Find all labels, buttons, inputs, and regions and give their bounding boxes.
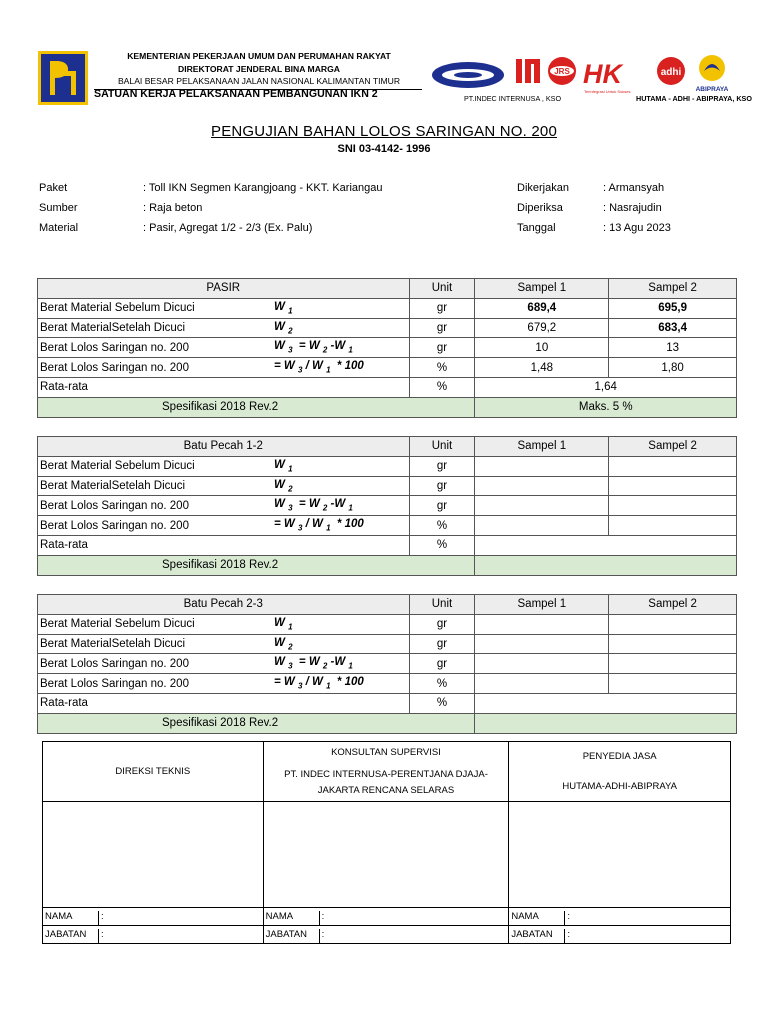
formula-w3: W $_3$ = W $_2$ -W $_1$ — [274, 656, 353, 671]
partner-logos-graphic-icon — [430, 53, 740, 97]
unit-cell: % — [409, 535, 475, 555]
unit-cell: gr — [409, 456, 475, 476]
hk-tagline: Terintegrasi Untuk Sukses — [584, 89, 631, 94]
sample1-cell: 10 — [475, 338, 609, 358]
spec-label: Spesifikasi 2018 Rev.2 — [38, 555, 475, 575]
position-field: JABATAN : — [509, 926, 731, 944]
page-title: PENGUJIAN BAHAN LOLOS SARINGAN NO. 200 — [210, 123, 558, 140]
table-row — [38, 476, 737, 496]
office-name: BALAI BESAR PELAKSANAAN JALAN NASIONAL KALIMANTAN TIMUR — [117, 76, 401, 86]
row-label: Berat MaterialSetelah Dicuci — [40, 479, 186, 492]
sumber-label: Sumber — [39, 202, 78, 214]
diperiksa-label: Diperiksa — [517, 202, 563, 214]
unit-cell: % — [409, 674, 475, 694]
penyedia-header — [509, 742, 731, 802]
penyedia-name: HUTAMA-ADHI-ABIPRAYA — [562, 780, 677, 792]
signature-space — [509, 802, 731, 908]
sample2-cell — [609, 456, 737, 476]
sample2-header: Sampel 2 — [609, 595, 737, 615]
konsultan-name: PT. INDEC INTERNUSA-PERENTJANA DJAJA-JAKARTA RENCANA SELARAS — [284, 768, 488, 796]
sample1-cell: 1,48 — [475, 358, 609, 378]
sample1-header: Sampel 1 — [475, 595, 609, 615]
sample1-cell — [475, 634, 609, 654]
formula-w1: W $_1$ — [274, 300, 293, 316]
formula-w2: W $_2$ — [274, 320, 293, 335]
sample2-cell — [609, 516, 737, 536]
unit-header: Unit — [409, 595, 475, 615]
spec-label: Spesifikasi 2018 Rev.2 — [38, 713, 475, 733]
sample2-cell — [609, 476, 737, 496]
pasir-table — [37, 278, 737, 418]
sample1-cell — [475, 654, 609, 674]
spec-row — [38, 397, 737, 417]
unit-header: Unit — [409, 437, 475, 457]
material-name-header: Batu Pecah 2-3 — [38, 595, 410, 615]
average-cell — [475, 693, 737, 713]
material-name-header: PASIR — [38, 279, 410, 299]
sample1-header: Sampel 1 — [475, 437, 609, 457]
table-row — [38, 535, 737, 555]
table-row — [38, 496, 737, 516]
penyedia-title: PENYEDIA JASA — [582, 750, 657, 762]
standard-code: SNI 03-4142- 1996 — [337, 143, 431, 155]
table-row — [38, 338, 737, 358]
jrs-logo-text: JRS — [554, 67, 570, 76]
sumber-value: : Raja beton — [143, 202, 203, 214]
formula-percent: = W $_3$ / W $_1$ * 100 — [274, 360, 364, 375]
formula-w1: W $_1$ — [274, 616, 293, 632]
table-row — [38, 614, 737, 634]
formula-w2: W $_2$ — [274, 636, 293, 651]
row-label: Berat Material Sebelum Dicuci — [40, 618, 195, 631]
row-label: Rata-rata — [38, 377, 410, 397]
signature-space-row — [43, 802, 731, 908]
partner-logos — [430, 53, 752, 107]
signature-header-row — [43, 742, 731, 802]
partner-caption-left: PT.INDEC INTERNUSA , KSO — [464, 94, 562, 103]
sample1-cell — [475, 476, 609, 496]
unit-cell: gr — [409, 476, 475, 496]
unit-cell: gr — [409, 496, 475, 516]
unit-cell: % — [409, 516, 475, 536]
spec-row — [38, 713, 737, 733]
sample2-cell — [609, 634, 737, 654]
direksi-teknis-header: DIREKSI TEKNIS — [43, 742, 264, 802]
spec-value — [475, 555, 737, 575]
name-row — [43, 908, 731, 926]
table-row — [38, 693, 737, 713]
material-label: Material — [39, 222, 79, 234]
formula-percent: = W $_3$ / W $_1$ * 100 — [274, 518, 364, 533]
table-header-row — [38, 279, 737, 299]
average-cell — [475, 535, 737, 555]
hk-logo-text: HK — [583, 59, 622, 89]
unit-cell: gr — [409, 614, 475, 634]
batu-pecah-2-3-table — [37, 594, 737, 734]
row-label: Berat MaterialSetelah Dicuci — [40, 321, 186, 334]
unit-cell: gr — [409, 338, 475, 358]
signature-space — [43, 802, 264, 908]
table-row — [38, 634, 737, 654]
sample2-cell — [609, 674, 737, 694]
sample1-cell — [475, 496, 609, 516]
spec-value: Maks. 5 % — [475, 397, 737, 417]
spec-row — [38, 555, 737, 575]
average-cell: 1,64 — [475, 377, 737, 397]
paket-value: : Toll IKN Segmen Karangjoang - KKT. Kariangau — [143, 182, 383, 194]
sample1-cell: 679,2 — [475, 318, 609, 338]
batu-pecah-1-2-table — [37, 436, 737, 576]
row-label: Berat Lolos Saringan no. 200 — [40, 341, 189, 354]
formula-w3: W $_3$ = W $_2$ -W $_1$ — [274, 498, 353, 513]
sample2-header: Sampel 2 — [609, 279, 737, 299]
dikerjakan-value: : Armansyah — [603, 182, 665, 194]
letterhead — [38, 50, 752, 106]
table-row — [38, 674, 737, 694]
signature-table — [42, 741, 731, 944]
table-row — [38, 298, 737, 318]
row-label: Rata-rata — [38, 535, 410, 555]
sample1-cell — [475, 674, 609, 694]
unit-cell: % — [409, 693, 475, 713]
abipraya-logo-text: ABIPRAYA — [695, 86, 729, 93]
row-label: Berat MaterialSetelah Dicuci — [40, 637, 186, 650]
unit-header: Unit — [409, 279, 475, 299]
sample1-cell: 689,4 — [475, 298, 609, 318]
ministry-name: KEMENTERIAN PEKERJAAN UMUM DAN PERUMAHAN RAKYAT — [127, 51, 391, 61]
row-label: Berat Lolos Saringan no. 200 — [40, 361, 189, 374]
konsultan-header — [263, 742, 509, 802]
table-row — [38, 318, 737, 338]
formula-percent: = W $_3$ / W $_1$ * 100 — [274, 676, 364, 691]
header-divider — [94, 89, 422, 90]
pupr-logo-icon — [38, 51, 88, 105]
table-row — [38, 358, 737, 378]
unit-cell: gr — [409, 298, 475, 318]
signature-space — [263, 802, 509, 908]
sample2-cell — [609, 496, 737, 516]
diperiksa-value: : Nasrajudin — [603, 202, 662, 214]
table-row — [38, 377, 737, 397]
dikerjakan-label: Dikerjakan — [517, 182, 569, 194]
row-label: Rata-rata — [38, 693, 410, 713]
table-header-row — [38, 595, 737, 615]
row-label: Berat Lolos Saringan no. 200 — [40, 677, 189, 690]
row-label: Berat Lolos Saringan no. 200 — [40, 499, 189, 512]
sample2-cell: 1,80 — [609, 358, 737, 378]
formula-w3: W $_3$ = W $_2$ -W $_1$ — [274, 340, 353, 355]
partner-caption-right: HUTAMA - ADHI - ABIPRAYA, KSO — [636, 94, 752, 103]
sample1-header: Sampel 1 — [475, 279, 609, 299]
position-field: JABATAN : — [263, 926, 509, 944]
name-field: NAMA : — [509, 908, 731, 926]
position-field: JABATAN : — [43, 926, 264, 944]
table-row — [38, 654, 737, 674]
sample1-cell — [475, 516, 609, 536]
row-label: Berat Material Sebelum Dicuci — [40, 302, 195, 315]
adhi-logo-text: adhi — [660, 67, 682, 78]
row-label: Berat Lolos Saringan no. 200 — [40, 519, 189, 532]
paket-label: Paket — [39, 182, 68, 194]
konsultan-title: KONSULTAN SUPERVISI — [331, 746, 441, 758]
spec-label: Spesifikasi 2018 Rev.2 — [38, 397, 475, 417]
position-row — [43, 926, 731, 944]
spec-value — [475, 713, 737, 733]
unit-cell: gr — [409, 654, 475, 674]
tanggal-label: Tanggal — [517, 222, 556, 234]
directorate-name: DIREKTORAT JENDERAL BINA MARGA — [177, 63, 340, 74]
sample2-cell: 13 — [609, 338, 737, 358]
material-name-header: Batu Pecah 1-2 — [38, 437, 410, 457]
sample2-cell — [609, 654, 737, 674]
name-field: NAMA : — [43, 908, 264, 926]
unit-cell: % — [409, 358, 475, 378]
table-row — [38, 516, 737, 536]
row-label: Berat Lolos Saringan no. 200 — [40, 657, 189, 670]
sample2-cell: 695,9 — [609, 298, 737, 318]
work-unit-name: SATUAN KERJA PELAKSANAAN PEMBANGUNAN IKN 2 — [94, 87, 378, 100]
sample1-cell — [475, 614, 609, 634]
unit-cell: gr — [409, 634, 475, 654]
unit-cell: gr — [409, 318, 475, 338]
unit-cell: % — [409, 377, 475, 397]
material-value: : Pasir, Agregat 1/2 - 2/3 (Ex. Palu) — [143, 222, 313, 234]
sample2-cell: 683,4 — [609, 318, 737, 338]
sample2-header: Sampel 2 — [609, 437, 737, 457]
formula-w1: W $_1$ — [274, 458, 293, 474]
name-field: NAMA : — [263, 908, 509, 926]
table-row — [38, 456, 737, 476]
sample2-cell — [609, 614, 737, 634]
table-header-row — [38, 437, 737, 457]
tanggal-value: : 13 Agu 2023 — [603, 222, 671, 234]
formula-w2: W $_2$ — [274, 478, 293, 493]
sample1-cell — [475, 456, 609, 476]
row-label: Berat Material Sebelum Dicuci — [40, 460, 195, 473]
